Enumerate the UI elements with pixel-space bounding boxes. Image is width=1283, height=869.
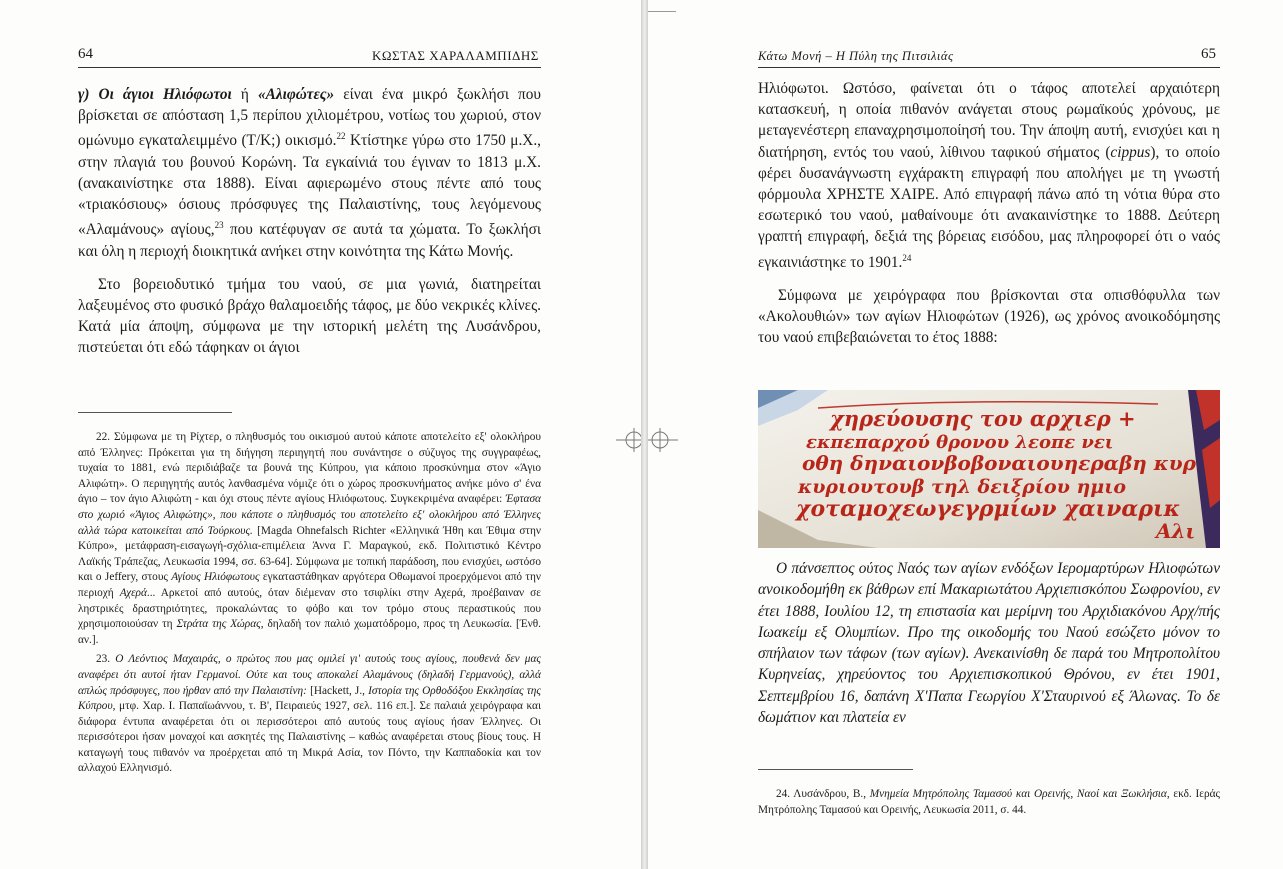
text-span: cippus (1110, 143, 1151, 161)
footnote-ref[interactable]: 23 (214, 220, 224, 231)
left-page (0, 0, 641, 869)
main-text (758, 78, 1220, 349)
header-rule (78, 67, 541, 68)
text-span: Ο Λεόντιος Μαχαιράς, ο πρώτος που μας ομιλεί γι' αυτούς τους αγίους, πουθενά δεν μας αναφέρει ότι αυτοί ήταν Γερμανοί. Ούτε και τους αποκαλεί Αλαμάνους (δηλαδή Γερμανούς), αλλά απλώς πρόσφυγες, που ήρθαν από την Παλαιστίνη: (78, 653, 541, 697)
inscription-line: Αλι (1156, 519, 1196, 543)
crop-mark (648, 11, 676, 12)
text-span: Αγίους Ηλιόφωτους (171, 571, 260, 584)
text-span: Έφτασα στο χωριό «Άγιος Αλιφώτης», που κάποτε ο πληθυσμός του αποτελείτο εξ' ολοκλήρου από Έλληνες αλλά τώρα κατοικείται από Τούρκους. (78, 493, 541, 537)
footnotes (758, 787, 1220, 822)
text-span: 22. Σύμφωνα με τη Ρίχτερ, ο πληθυσμός του οικισμού αυτού κάποτε αποτελείτο εξ' ολοκλήρου από Έλληνες: Πρόκειται για τη διήγηση περιηγητή που συνάντησε ο σύζυγος της συγγραφέως, τυχαία το 1881, ενώ περιδιάβαζε τα βουνά της Κύπρου, για κάποιο προσκύνημα στον «Άγιο Αλιφώτη». Ο περιηγητής αυτός λανθασμένα νόμιζε ότι ο χώρος προσκυνήματος ανήκε μόνο σ' ένα άγιο – τον άγιο Αλιφώτη - και όχι στους πέντε αγίους Ηλιόφωτους. Συγκεκριμένα αναφέρει: (78, 431, 541, 506)
inscription-photo (758, 390, 1220, 548)
text-span: 23. (96, 653, 116, 666)
photo-caption: Ο πάνσεπτος ούτος Ναός των αγίων ενδόξων Ιερομαρτύρων Ηλιοφώτων ανοικοδομήθη εκ βάθρων επί Μακαριωτάτου Αρχιεπισκόπου Σωφρονίου, εν έτει 1888, Ιουλίου 12, τη επιστασία και μερίμνη του Αρχιδιακόνου Αρχ/πής Ιωακείμ εξ Ολυμπίων. Προ της οικοδομής του Ναού εσώζετο μόνον το σπήλαιον των τάφων (των αγίων). Ανεκαινίσθη δε παρά του Μητροπολίτου Κυρηνείας, χηρεύοντος του Αρχιεπισκοπικού Θρόνου, εν έτει 1901, Σεπτεμβρίου 16, δαπάνη Χ'Παπα Γεωργίου Χ'Σταυρινού εξ Άλωνας. Το δε δωμάτιον και πλατεία εν (758, 560, 1220, 727)
inscription-line: οθη δηναιονβοβοναιουηεραβη κυρ (802, 451, 1196, 475)
registration-mark (616, 428, 641, 452)
page-number: 64 (78, 46, 93, 62)
running-head: ΚΩΣΤΑΣ ΧΑΡΑΛΑΜΠΙΔΗΣ (372, 48, 539, 63)
text-span: [Hackett, J., (306, 684, 369, 697)
text-span: ... Αρκετοί από αυτούς, όταν διέμεναν στο τσιφλίκι στην Αχερά, προέβαιναν σε ληστρικές δραστηριότητες, προκαλώντας το φόβο και τον τρόμο στους περαστικούς που χρησιμοποιούσαν τη (78, 586, 541, 631)
text-span: Ιστορία της Ορθοδόξου Εκκλησίας της Κύπρου (78, 684, 542, 713)
footnote-ref[interactable]: 24 (902, 252, 912, 263)
text-span: είναι ένα μικρό ξωκλήσι που βρίσκεται σε απόσταση 1,5 περίπου χιλιομέτρου, νοτίως του χωριού, στον ομώνυμο εγκαταλειμμένο (Τ/Κ;) οικισμό. (78, 86, 541, 150)
section-heading: γ) Οι άγιοι Ηλιόφωτοι (78, 86, 232, 103)
inscription-line: χοταμοχεωγεγρμίων χαιναρικ (796, 496, 1181, 522)
footnote-ref[interactable]: 22 (336, 131, 346, 142)
book-gutter (641, 0, 648, 869)
paragraph (78, 84, 541, 262)
inscription-line: κυριουτουβ τηλ δειξρίου ημιο (798, 476, 1127, 498)
right-page (648, 0, 1283, 869)
section-heading-alt: «Αλιφώτες» (257, 86, 335, 103)
header-rule (758, 67, 1220, 68)
text-span: 24. Λυσάνδρου, Β., (776, 788, 870, 800)
inscription-line: εκπεπαρχού θρονου λεοπε νει (806, 432, 1114, 453)
text-span: Μνημεία Μητρόπολης Ταμασού και Ορεινής, Ναοί και Ξωκλήσια (869, 788, 1167, 800)
text-span: [Magda Ohnefalsch Richter «Ελληνικά Ήθη και Έθιμα στην Κύπρο», μετάφραση-εισαγωγή-σχόλια-επιμέλεια Άννα Γ. Μαραγκού, εκδ. Πολιτιστικό Κέντρο Λαϊκής Τράπεζας, Λευκωσία 1994, σσ. 63-64]. Σύμφωνα με τοπική παράδοση, που ενισχύει, ωστόσο και ο Jeffery, στους (78, 524, 541, 584)
text-span: ή (231, 86, 258, 103)
text-span: , μτφ. Χαρ. Ι. Παπαϊωάννου, τ. Β', Πειραιεύς 1927, σελ. 116 επ.]. Σε παλαιά χειρόγραφα και διάφορα έντυπα αναφέρεται ότι οι περισσότεροι από αυτούς τους αγίους ήσαν Έλληνες. Οι περισσότεροι ήσαν μοναχοί και ασκητές της Παλαιστίνης – καθώς αναφέρεται στους βίους τους. Η καταγωγή τους πιθανόν να προέρχεται από τη Μικρά Ασία, τον Πόντο, την Καππαδοκία και τον αλλαχού Ελληνισμό. (78, 700, 541, 775)
paragraph (758, 78, 1220, 273)
page-number: 65 (1201, 46, 1216, 62)
inscription-line: χηρεύουσης του αρχιερ + (830, 406, 1136, 431)
text-span: , δηλαδή τον παλιό χωματόδρομο, προς τη Λευκωσία. [Ένθ. αν.]. (78, 618, 541, 646)
text-span: ), το οποίο φέρει δυσανάγνωστη εγχάρακτη επιγραφή που απολήγει με τη γνωστή φόρμουλα ΧΡΗΣΤΕ ΧΑΙΡΕ. Από επιγραφή πάνω από τη νότια θύρα στο εσωτερικό του ναού, μαθαίνουμε ότι ανακαινίστηκε το 1888. Δεύτερη γραπτή επιγραφή, δεξιά της βόρειας εισόδου, μας πληροφορεί ότι ο ναός εγκαινιάστηκε το 1901. (758, 143, 1221, 271)
registration-mark (648, 428, 678, 452)
footnote-23 (78, 652, 541, 777)
text-span: Κτίστηκε γύρω στο 1750 μ.Χ., στην πλαγιά του βουνού Κορώνη. Τα εγκαίνιά του έγιναν το 1813 μ.Χ. (ανακαινίστηκε στα 1888). Είναι αφιερωμένο στους πέντε από τους «τριακόσιους» όσιους πρόσφυγες της Παλαιστίνης, τους λεγόμενους «Αλαμάνους» αγίους, (78, 132, 541, 239)
footnote-22 (78, 430, 541, 648)
running-head: Κάτω Μονή – Η Πύλη της Πιτσιλιάς (758, 49, 954, 63)
text-span: Στράτα της Χώρας (176, 618, 261, 631)
text-span: εγκαταστάθηκαν αργότερα Οθωμανοί προερχόμενοι από την περιοχή (78, 571, 541, 599)
text-span: Αχερά (119, 586, 147, 599)
text-span: που κατέφυγαν σε αυτά τα χώματα. Το ξωκλήσι και όλη η περιοχή διοικητικά ανήκει στην κοινότητα της Κάτω Μονής. (78, 221, 541, 260)
main-text (78, 84, 541, 359)
footnote-24 (758, 787, 1220, 818)
text-span: , εκδ. Ιεράς Μητρόπολης Ταμασού και Ορεινής, Λευκωσία 2011, σ. 44. (758, 788, 1220, 816)
text-span: Ηλιόφωτοι. Ωστόσο, φαίνεται ότι ο τάφος αποτελεί αρχαιότερη κατασκευή, η οποία πιθανόν ανάγεται στους ρωμαϊκούς χρόνους, με μεταγενέστερη επαναχρησιμοποίησή του. Την άποψη αυτή, ενισχύει και η διατήρηση, εντός του ναού, λίθινου ταφικού σήματος ( (758, 80, 1220, 161)
paragraph: Σύμφωνα με χειρόγραφα που βρίσκονται στα οπισθόφυλλα των «Ακολουθιών» των αγίων Ηλιοφώτων (1926), ως χρόνος ανοικοδόμησης του ναού επιβεβαιώνεται το έτος 1888: (758, 286, 1220, 347)
footnote-rule (758, 769, 913, 770)
footnote-rule (78, 412, 232, 413)
inscription-photo-graphic (758, 390, 1220, 548)
paragraph: Στο βορειοδυτικό τμήμα του ναού, σε μια γωνιά, διατηρείται λαξευμένος στο φυσικό βράχο θαλαμοειδής τάφος, με δύο νεκρικές κλίνες. Κατά μία άποψη, σύμφωνα με την ιστορική μελέτη της Λυσάνδρου, πιστεύεται ότι εδώ τάφηκαν οι άγιοι (78, 275, 541, 357)
footnotes (78, 430, 541, 781)
